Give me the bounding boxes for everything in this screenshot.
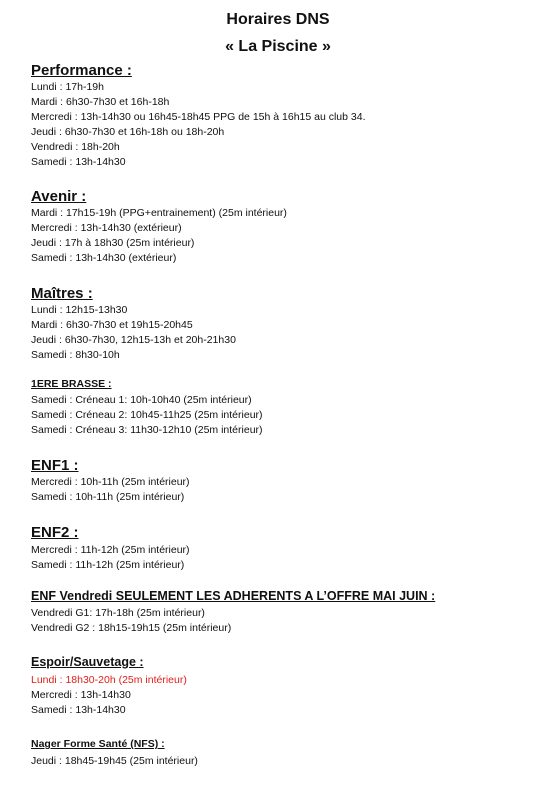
schedule-line: Samedi : Créneau 2: 10h45-11h25 (25m intérieur)	[31, 409, 263, 421]
schedule-line: Jeudi : 18h45-19h45 (25m intérieur)	[31, 755, 198, 767]
schedule-line: Mardi : 6h30-7h30 et 16h-18h	[31, 96, 170, 108]
schedule-line: Mercredi : 13h-14h30 (extérieur)	[31, 222, 182, 234]
schedule-line: Samedi : 13h-14h30	[31, 704, 126, 716]
schedule-line: Mercredi : 13h-14h30	[31, 689, 131, 701]
schedule-line: Vendredi G1: 17h-18h (25m intérieur)	[31, 607, 205, 619]
section-heading-performance: Performance :	[31, 62, 132, 79]
schedule-line: Samedi : 13h-14h30 (extérieur)	[31, 252, 177, 264]
schedule-line: Mercredi : 11h-12h (25m intérieur)	[31, 544, 190, 556]
schedule-line: Vendredi G2 : 18h15-19h15 (25m intérieur)	[31, 622, 232, 634]
section-heading-espoir-sauvetage: Espoir/Sauvetage :	[31, 655, 144, 669]
schedule-line: Mercredi : 10h-11h (25m intérieur)	[31, 476, 190, 488]
schedule-line: Lundi : 17h-19h	[31, 81, 104, 93]
schedule-line: Vendredi : 18h-20h	[31, 141, 120, 153]
schedule-line: Samedi : 8h30-10h	[31, 349, 120, 361]
page-subtitle: « La Piscine »	[225, 38, 331, 55]
page-title: Horaires DNS	[226, 11, 330, 28]
schedule-line: Samedi : 10h-11h (25m intérieur)	[31, 491, 185, 503]
schedule-line: Mardi : 6h30-7h30 et 19h15-20h45	[31, 319, 193, 331]
section-heading-enf1: ENF1 :	[31, 457, 79, 474]
schedule-line: Jeudi : 6h30-7h30, 12h15-13h et 20h-21h30	[31, 334, 236, 346]
schedule-line: Jeudi : 17h à 18h30 (25m intérieur)	[31, 237, 195, 249]
schedule-line: Samedi : 13h-14h30	[31, 156, 126, 168]
section-heading-avenir: Avenir :	[31, 188, 87, 205]
schedule-line: Mercredi : 13h-14h30 ou 16h45-18h45 PPG de 15h à 16h15 au club 34.	[31, 111, 366, 123]
section-heading-nfs: Nager Forme Santé (NFS) :	[31, 738, 165, 750]
schedule-line: Samedi : Créneau 1: 10h-10h40 (25m intérieur)	[31, 394, 252, 406]
schedule-line-highlighted: Lundi : 18h30-20h (25m intérieur)	[31, 674, 187, 686]
section-heading-enf2: ENF2 :	[31, 524, 79, 541]
schedule-line: Lundi : 12h15-13h30	[31, 304, 128, 316]
section-heading-maitres: Maîtres :	[31, 285, 93, 302]
schedule-line: Samedi : Créneau 3: 11h30-12h10 (25m intérieur)	[31, 424, 263, 436]
section-heading-1ere-brasse: 1ERE BRASSE :	[31, 378, 112, 390]
schedule-line: Mardi : 17h15-19h (PPG+entrainement) (25m intérieur)	[31, 207, 287, 219]
schedule-line: Samedi : 11h-12h (25m intérieur)	[31, 559, 185, 571]
schedule-line: Jeudi : 6h30-7h30 et 16h-18h ou 18h-20h	[31, 126, 225, 138]
section-heading-enf-vendredi: ENF Vendredi SEULEMENT LES ADHERENTS A L’OFFRE MAI JUIN :	[31, 589, 436, 603]
